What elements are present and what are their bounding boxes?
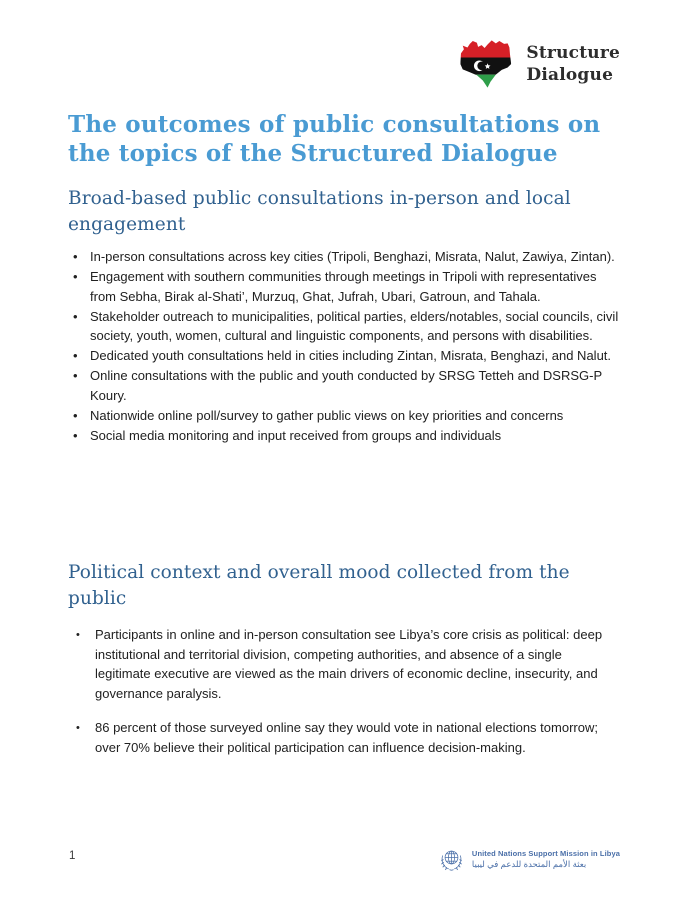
bullet-item: • Stakeholder outreach to municipalities, political parties, elders/notables, social councils, civil society, youth, women, cultural and linguistic components, and persons with disabilities. (68, 307, 620, 346)
bullet-item: • 86 percent of those surveyed online say they would vote in national elections tomorrow; over 70% believe their political participation can influence decision-making. (68, 718, 620, 757)
brand-wordmark (526, 42, 620, 86)
bullet-item: • Engagement with southern communities through meetings in Tripoli with representatives from Sebha, Birak al-Shati’, Murzuq, Ghat, Jufrah, Ubari, Gatroun, and Tahala. (68, 267, 620, 306)
bullet-item: • Online consultations with the public and youth conducted by SRSG Tetteh and DSRSG-P Koury. (68, 366, 620, 405)
brand-line-2: Dialogue (526, 65, 614, 85)
unsmil-name-english: United Nations Support Mission in Libya (471, 849, 620, 858)
unsmil-wordmark (472, 849, 620, 870)
section-consultations (68, 186, 620, 446)
bullet-item: • Participants in online and in-person consultation see Libya’s core crisis as political: deep institutional and territorial division, competing authorities, and absence of a single legitimate executive are viewed as the main drivers of economic decline, insecurity, and governance paralysis. (68, 625, 620, 703)
un-emblem-icon (438, 846, 465, 873)
bullet-item: • In-person consultations across key cities (Tripoli, Benghazi, Misrata, Nalut, Zawiya, Zintan). (68, 247, 620, 267)
document-title: The outcomes of public consultations on the topics of the Structured Dialogue (68, 111, 601, 167)
structure-dialogue-logo (454, 38, 620, 90)
section-political-context (68, 560, 620, 772)
section-heading-political-context: Political context and overall mood collected from the public (68, 562, 570, 609)
libya-map-icon (454, 38, 514, 90)
political-context-bullet-list (68, 625, 620, 757)
bullet-item: • Nationwide online poll/survey to gather public views on key priorities and concerns (68, 406, 620, 426)
unsmil-logo (438, 846, 620, 873)
consultations-bullet-list (68, 247, 620, 445)
page-number: 1 (69, 850, 76, 862)
bullet-item: • Dedicated youth consultations held in cities including Zintan, Misrata, Benghazi, and Nalut. (68, 346, 620, 366)
brand-line-1: Structure (526, 43, 620, 63)
section-heading-consultations: Broad-based public consultations in-person and local engagement (68, 188, 571, 235)
bullet-item: • Social media monitoring and input received from groups and individuals (68, 426, 620, 446)
unsmil-name-arabic: بعثة الأمم المتحدة للدعم في ليبيا (471, 859, 587, 869)
